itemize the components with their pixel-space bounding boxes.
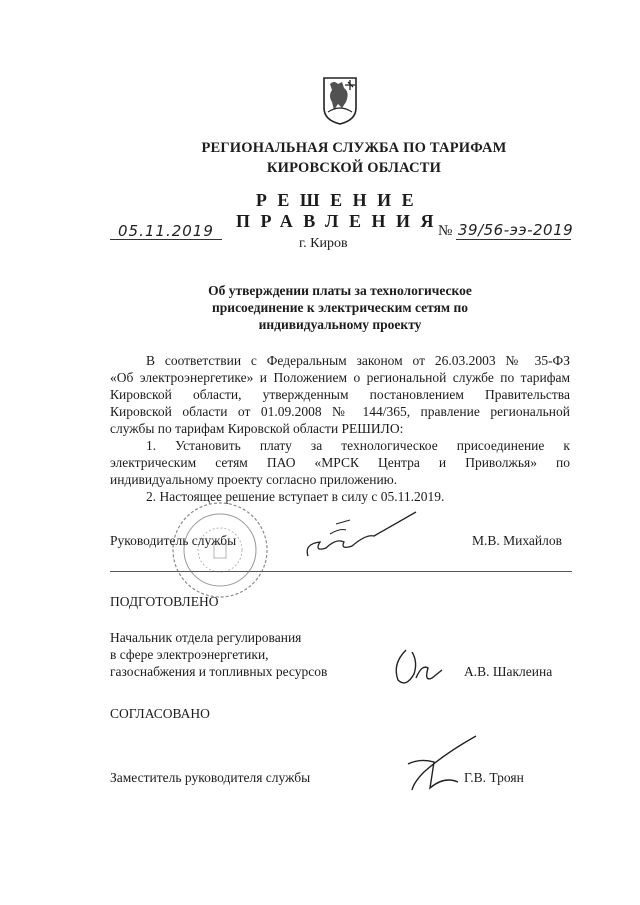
organization-name-line1: РЕГИОНАЛЬНАЯ СЛУЖБА ПО ТАРИФАМ <box>201 140 507 156</box>
head-title: Руководитель службы <box>110 533 237 548</box>
preparer-signature-icon <box>388 644 448 692</box>
paragraph1-line4: Кировской области от 01.09.2008 № 144/365, правление региональной <box>110 404 570 419</box>
paragraph1-line2: «Об электроэнергетике» и Положением о региональной службе по тарифам <box>110 370 570 385</box>
decision-number: 39/56-ээ-2019 <box>458 221 574 239</box>
paragraph2-line1: 1. Установить плату за технологическое присоединение к <box>146 438 570 453</box>
preparer-title-line1: Начальник отдела регулирования <box>110 630 302 645</box>
paragraph1-line1: В соответствии с Федеральным законом от 26.03.2003 № 35-ФЗ <box>146 353 570 368</box>
subject-line3: индивидуальному проекту <box>258 317 422 332</box>
paragraph2-line2: электрическим сетям ПАО «МРСК Центра и Приволжья» по <box>110 455 570 470</box>
subject-line2: присоединение к электрическим сетям по <box>212 300 468 315</box>
paragraph1-line3: Кировской области, утвержденным постановлением Правительства <box>110 387 570 402</box>
deputy-title: Заместитель руководителя службы <box>110 770 311 785</box>
date-underline <box>110 239 222 240</box>
paragraph1-line5: службы по тарифам Кировской области РЕШИЛО: <box>110 421 404 436</box>
separator-line <box>110 571 572 572</box>
prepared-label: ПОДГОТОВЛЕНО <box>110 594 219 609</box>
preparer-title-line2: в сфере электроэнергетики, <box>110 647 269 662</box>
deputy-signature-icon <box>384 732 482 796</box>
subject-line1: Об утверждении платы за технологическое <box>208 283 472 298</box>
number-sign: № <box>438 223 453 239</box>
agreed-label: СОГЛАСОВАНО <box>110 706 210 721</box>
decision-date: 05.11.2019 <box>118 222 214 240</box>
paragraph2-line3: индивидуальному проекту согласно приложению. <box>110 472 398 487</box>
head-name: М.В. Михайлов <box>472 533 563 548</box>
preparer-title-line3: газоснабжения и топливных ресурсов <box>110 664 328 679</box>
number-underline <box>456 239 571 240</box>
coat-of-arms-icon <box>320 74 360 126</box>
document-type-title: РЕШЕНИЕ ПРАВЛЕНИЯ <box>236 190 444 231</box>
official-seal-icon <box>170 500 270 600</box>
preparer-name: А.В. Шаклеина <box>464 664 553 679</box>
city-label: г. Киров <box>299 236 348 251</box>
paragraph3: 2. Настоящее решение вступает в силу с 05.11.2019. <box>146 489 445 504</box>
deputy-name: Г.В. Троян <box>464 770 524 785</box>
organization-name-line2: КИРОВСКОЙ ОБЛАСТИ <box>266 160 442 176</box>
head-signature-icon <box>300 508 420 568</box>
